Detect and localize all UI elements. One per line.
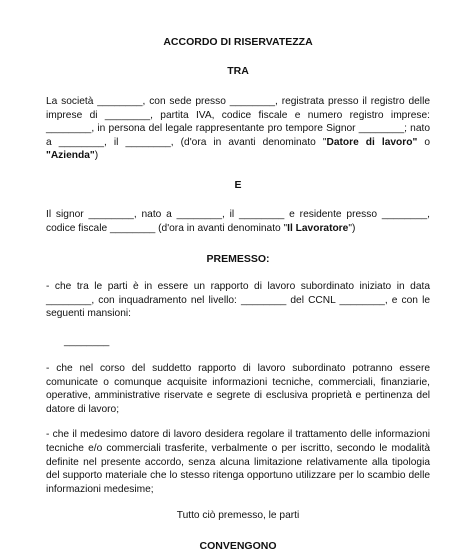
party-one-text-a: La società ________, con sede presso ________, registrata presso il registro delle imprese di ________, partita IVA, codice fiscale e numero registro imprese: ________, in persona del legale rappresentante pro tempore Signor ________; nato a ________, il ________, (d'ora in avanti denominato " xyxy=(46,96,430,148)
party-one-text-c: ) xyxy=(94,150,99,162)
premise-two-paragraph: - che nel corso del suddetto rapporto di lavoro subordinato potranno essere comunicate o comunque acquisite informazioni tecniche, commerciali, finanziarie, operative, amministrative riservate e segrete di esclusiva proprietà e pertinenza del datore di lavoro; xyxy=(46,362,430,415)
tra-heading: TRA xyxy=(227,65,249,77)
e-heading: E xyxy=(234,178,242,191)
party-one-bold-a: Datore di lavoro" xyxy=(326,136,418,148)
convengono-heading: CONVENGONO xyxy=(199,540,277,553)
party-one-text-b: o xyxy=(417,136,430,148)
mansioni-blank: ________ xyxy=(64,335,110,347)
party-two-bold-a: Il Lavoratore xyxy=(287,222,349,234)
premise-three-paragraph: - che il medesimo datore di lavoro desidera regolare il trattamento delle informazioni tecniche e/o commerciali trasferite, verbalmente o per iscritto, secondo le modalità definite nel presente accordo, senza alcuna limitazione relativamente alla tipologia del supporto materiale che lo stesso ritenga opportuno utilizzare per lo scambio delle informazioni medesime; xyxy=(46,429,430,495)
party-two-paragraph xyxy=(46,208,430,235)
premise-one-paragraph: - che tra le parti è in essere un rapporto di lavoro subordinato iniziato in data ________, con inquadramento nel livello: ________ del CCNL ________, e con le seguenti mansioni: xyxy=(46,281,430,320)
premesso-heading: PREMESSO: xyxy=(206,253,270,266)
party-two-text-a: Il signor ________, nato a ________, il ________ e residente presso ________, codice fiscale ________ (d'ora in avanti denominato " xyxy=(46,208,430,234)
closing-line: Tutto ciò premesso, le parti xyxy=(176,510,300,522)
party-one-bold-b: "Azienda" xyxy=(46,150,95,162)
document-page xyxy=(46,36,430,553)
document-title: ACCORDO DI RISERVATEZZA xyxy=(163,36,313,48)
party-one-paragraph xyxy=(46,95,430,163)
party-two-text-b: ") xyxy=(348,222,356,234)
